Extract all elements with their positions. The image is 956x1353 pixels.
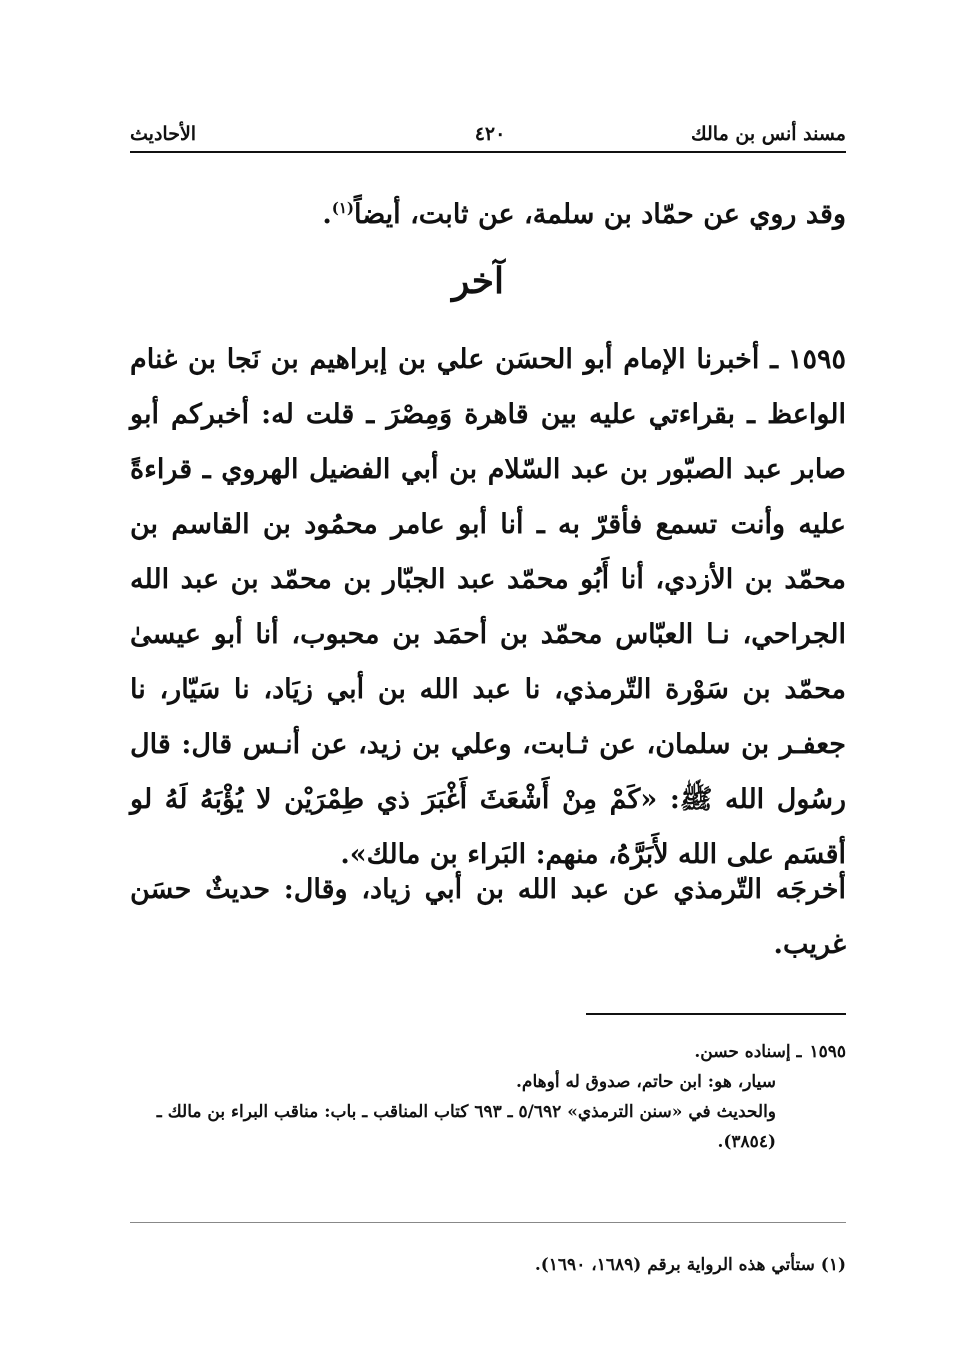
hadith-text: ـ أخبرنا الإمام أبو الحسَن علي بن إبراهيم بن نَجا بن غنام الواعظ ـ بقراءتي عليه بين قاهرة وَمِصْرَ ـ قلت له: أخبركم أبو صابر عبد الصبّور بن عبد السّلام بن أبي الفضيل الهروي ـ قراءةً عليه وأنت تسمع فأقرّ به ـ أنا أبو عامر محمُود بن القاسم بن محمّد بن الأزدي، أنا أَبُو محمّد عبد الجبّار بن محمّد بن عبد الله الجراحي، نـا العبّاس محمّد بن أحمَد بن محبوب، أنا أبو عيسىٰ محمّد بن سَوْرة التّرمذي، نا عبد الله بن أبي زيَاد، نا سَيّار، نا جعفـر بن سلمان، عن ثـابت، وعلي بن زيد، عن أنـس قال: قال رسُول الله ﷺ: «كَمْ مِنْ أَشْعَثَ أَغْبَرَ ذي طِمْرَيْن لا يُؤْبَهُ لَهُ لو أقسَم على الله لأَبَرَّهُ، منهم: البَراء بن مالك». [130, 344, 846, 870]
footnote-hadith-number: ١٥٩٥ [809, 1042, 846, 1062]
book-title: مسند أنس بن مالك [691, 123, 846, 145]
running-header [130, 117, 846, 153]
takhrij-paragraph: أخرجَه التّرمذي عن عبد الله بن أبي زياد، وقال: حديثٌ حسَن غريب. [130, 874, 846, 960]
footnote-line-1: ـ إسناده حسن. [694, 1042, 802, 1062]
footnotes-block [130, 1037, 846, 1157]
footnote-divider-secondary [130, 1222, 846, 1223]
footnote-marker: (١) [331, 199, 355, 217]
footnote-line-3: والحديث في «سنن الترمذي» ٥/٦٩٢ ـ ٦٩٣ كتاب المناقب ـ باب: مناقب البراء بن مالك ـ (٣٨٥٤). [156, 1102, 776, 1152]
intro-text: وقد روي عن حمّاد بن سلمة، عن ثابت، أيضاً [354, 199, 846, 230]
footnote-divider [586, 1013, 846, 1015]
hadith-number: ١٥٩٥ [787, 344, 846, 375]
intro-end: . [322, 199, 332, 230]
hadith-paragraph [130, 332, 846, 882]
section-name: الأحاديث [130, 123, 197, 145]
footnote-1: (١) ستأتي هذه الرواية برقم (١٦٨٩، ١٦٩٠). [534, 1255, 846, 1275]
footnote-row [130, 1037, 846, 1067]
footnote-line-2: سيار، هو: ابن حاتم، صدوق له أوهام. [516, 1072, 776, 1092]
intro-line [200, 188, 846, 235]
section-title: آخر [451, 260, 505, 302]
page-number: ٤٢٠ [474, 123, 506, 145]
